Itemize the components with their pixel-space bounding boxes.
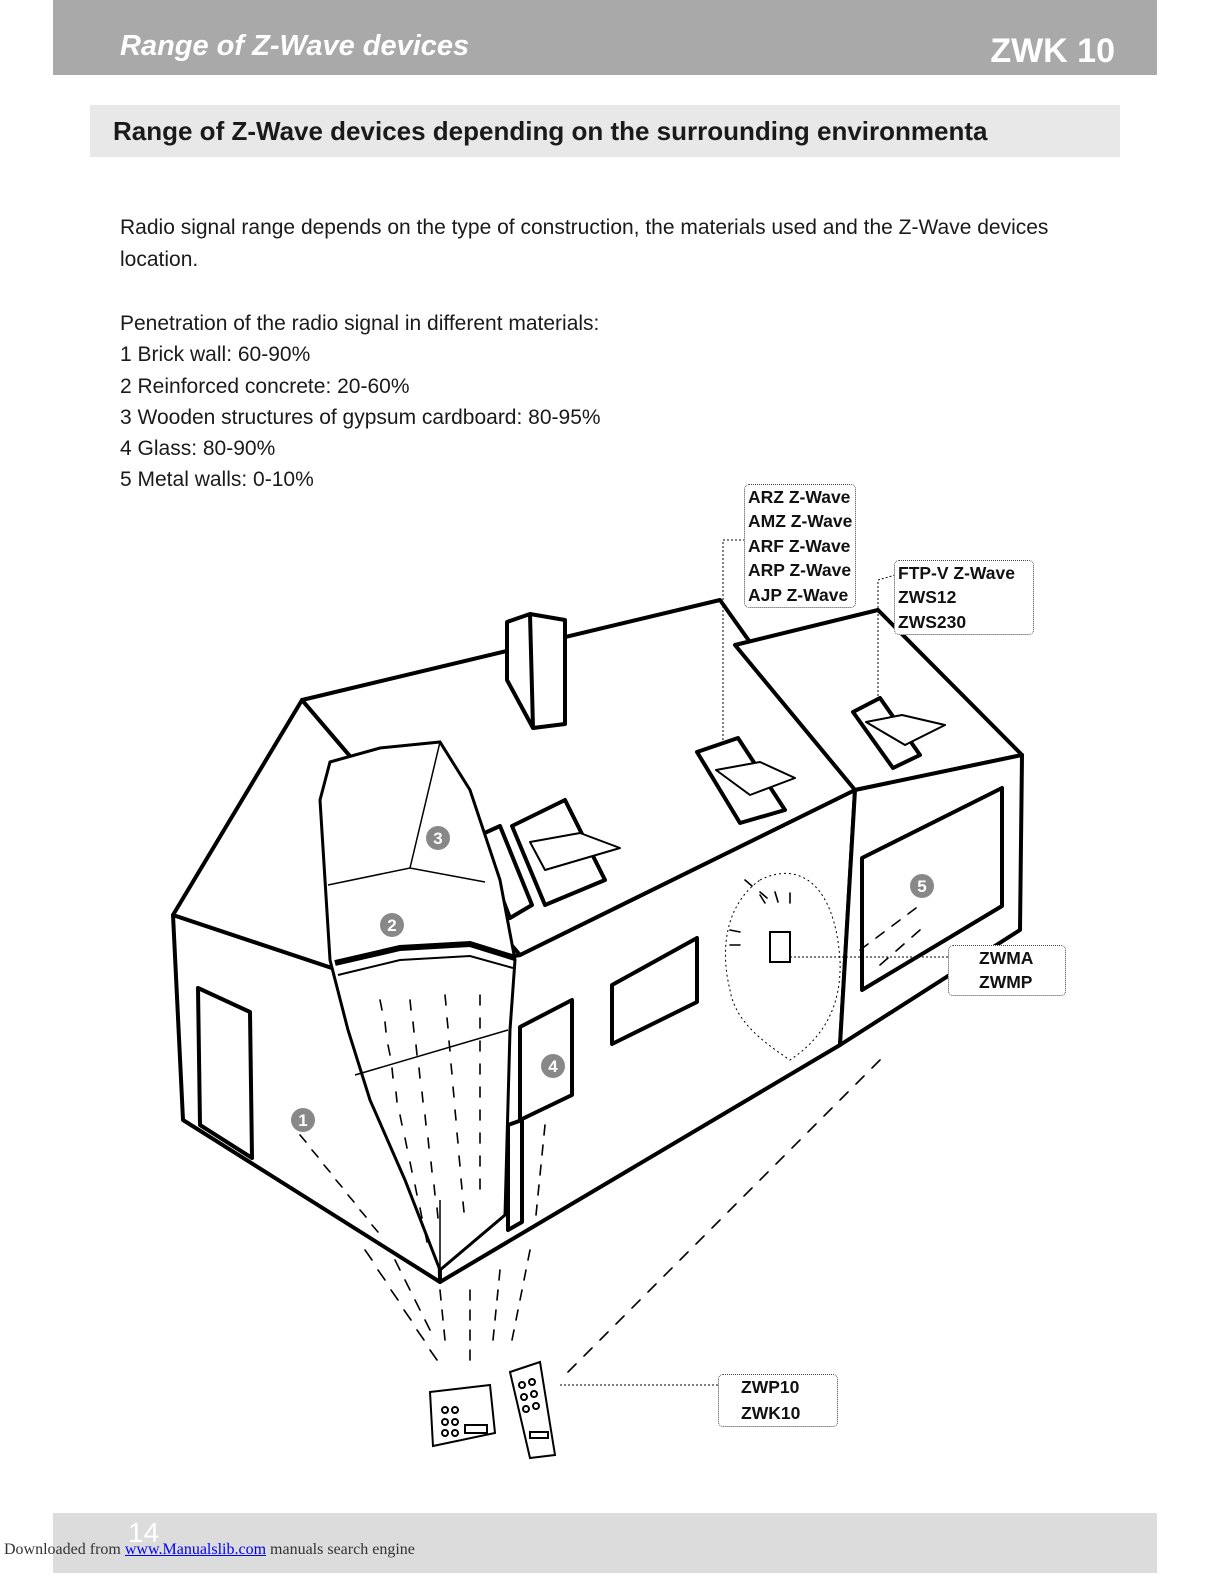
- header-title: Range of Z-Wave devices: [120, 30, 470, 62]
- material-item-wood: 3 Wooden structures of gypsum cardboard: 80-95%: [120, 405, 601, 429]
- svg-text:3: 3: [433, 829, 443, 848]
- svg-text:1: 1: [298, 1111, 308, 1130]
- material-item-concrete: 2 Reinforced concrete: 20-60%: [120, 374, 410, 398]
- download-prefix: Downloaded from: [4, 1541, 125, 1558]
- label-wall-module: ZWMA ZWMP: [948, 945, 1066, 996]
- intro-paragraph: Radio signal range depends on the type of construction, the materials used and the Z-Wave devices location.: [120, 216, 1049, 271]
- material-item-brick: 1 Brick wall: 60-90%: [120, 343, 311, 367]
- material-item-metal: 5 Metal walls: 0-10%: [120, 468, 314, 492]
- badge-glass: [541, 1054, 565, 1078]
- svg-text:5: 5: [917, 877, 927, 896]
- wall-module-device: [770, 932, 790, 962]
- badge-metal: [910, 874, 934, 898]
- download-note: [4, 1541, 415, 1559]
- manualslib-link[interactable]: www.Manualslib.com: [124, 1541, 267, 1558]
- svg-text:4: 4: [548, 1057, 558, 1076]
- handheld-remote-icon: [510, 1362, 555, 1458]
- section-title: Range of Z-Wave devices depending on the surrounding environmenta: [113, 116, 988, 146]
- material-item-glass: 4 Glass: 80-90%: [120, 437, 276, 461]
- badge-wood: [426, 826, 450, 850]
- badge-brick-wall: [291, 1108, 315, 1132]
- badge-concrete: [380, 913, 404, 937]
- label-roof-window-devices: ARZ Z-Wave AMZ Z-Wave ARF Z-Wave ARP Z-Wave AJP Z-Wave: [744, 484, 856, 608]
- label-garage-window-devices: FTP-V Z-Wave ZWS12 ZWS230: [894, 560, 1034, 635]
- wall-remote-icon: [430, 1385, 495, 1446]
- label-remotes: ZWP10 ZWK10: [718, 1374, 838, 1427]
- materials-heading: Penetration of the radio signal in different materials:: [120, 312, 600, 335]
- page-number: 14: [128, 1517, 160, 1548]
- download-suffix: manuals search engine: [266, 1541, 415, 1558]
- svg-text:2: 2: [387, 916, 397, 935]
- header-model: ZWK 10: [990, 32, 1115, 70]
